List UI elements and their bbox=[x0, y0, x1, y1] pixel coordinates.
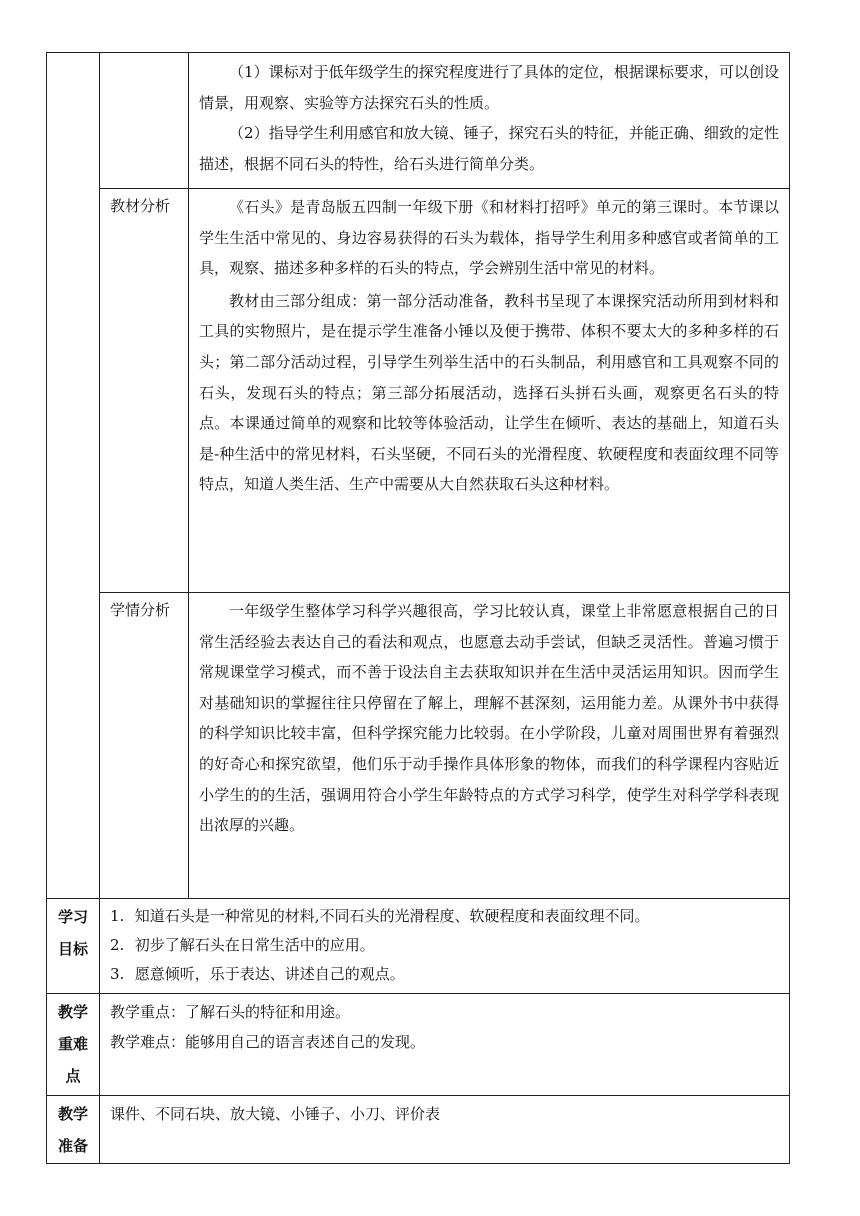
preparation-label-cell bbox=[47, 1096, 100, 1164]
preparation-content bbox=[100, 1096, 790, 1164]
teaching-difficult-point: 教学难点：能够用自己的语言表述自己的发现。 bbox=[110, 1033, 426, 1051]
textbook-analysis-label-cell bbox=[100, 189, 189, 593]
preparation-label-line-1: 教学 bbox=[57, 1105, 88, 1123]
key-points-content bbox=[100, 994, 790, 1096]
preparation-label-line-2: 准备 bbox=[57, 1137, 88, 1155]
key-points-label-line-3: 点 bbox=[65, 1067, 81, 1085]
learning-goals-content bbox=[100, 899, 790, 994]
learning-goal-item-1 bbox=[110, 902, 779, 931]
student-analysis-paragraph-1: 一年级学生整体学习科学兴趣很高，学习比较认真，课堂上非常愿意根据自己的日常生活经验去表达自己的看法和观点，也愿意去动手尝试，但缺乏灵活性。普遍习惯于常规课堂学习模式，而不善于设法自主去获取知识并在生活中灵活运用知识。因而学生对基础知识的掌握往往只停留在了解上，理解不甚深刻，运用能力差。从课外书中获得的科学知识比较丰富，但科学探究能力比较弱。在小学阶段，儿童对周围世界有着强烈的好奇心和探究欲望，他们乐于动手操作具体形象的物体，而我们的科学课程内容贴近小学生的的生活，强调用符合小学生年龄特点的方式学习科学，使学生对科学学科表现出浓厚的兴趣。 bbox=[199, 602, 779, 835]
row-curriculum bbox=[47, 53, 790, 189]
lesson-plan-table-wrapper bbox=[46, 52, 790, 1164]
learning-goal-num-2: 2. bbox=[110, 936, 125, 954]
key-points-label-line-2: 重难 bbox=[57, 1035, 88, 1053]
textbook-analysis-paragraph-1: 《石头》是青岛版五四制一年级下册《和材料打招呼》单元的第三课时。本节课以学生生活中常见的、身边容易获得的石头为载体，指导学生利用多种感官或者简单的工具，观察、描述多种多样的石头的特点，学会辨别生活中常见的材料。 bbox=[199, 198, 779, 278]
lesson-plan-table bbox=[46, 52, 790, 1164]
learning-goals-label-line-2: 目标 bbox=[57, 940, 88, 958]
row-key-points bbox=[47, 994, 790, 1096]
learning-goals-list bbox=[100, 899, 789, 993]
learning-goal-text-3: 愿意倾听，乐于表达、讲述自己的观点。 bbox=[134, 965, 405, 983]
row-learning-goals bbox=[47, 899, 790, 994]
curriculum-paragraph-1: （1）课标对于低年级学生的探究程度进行了具体的定位，根据课标要求，可以创设情景，用观察、实验等方法探究石头的性质。 bbox=[199, 63, 779, 112]
student-analysis-label: 学情分析 bbox=[110, 601, 171, 619]
textbook-analysis-paragraph-2: 教材由三部分组成：第一部分活动准备，教科书呈现了本课探究活动所用到材料和工具的实物照片，是在提示学生准备小锤以及便于携带、体积不要太大的多种多样的石头；第二部分活动过程，引导学生列举生活中的石头制品，利用感官和工具观察不同的石头，发现石头的特点；第三部分拓展活动，选择石头拼石头画，观察更名石头的特点。本课通过简单的观察和比较等体验活动，让学生在倾听、表达的基础上，知道石头是-种生活中的常见材料，石头坚硬，不同石头的光滑程度、软硬程度和表面纹理不同等特点，知道人类生活、生产中需要从大自然获取石头这种材料。 bbox=[199, 291, 779, 494]
learning-goals-label-line-1: 学习 bbox=[57, 908, 88, 926]
learning-goal-num-3: 3. bbox=[110, 965, 125, 983]
learning-goal-text-1: 知道石头是一种常见的材料,不同石头的光滑程度、软硬程度和表面纹理不同。 bbox=[134, 907, 650, 925]
row-curriculum-content bbox=[189, 53, 790, 189]
row-student-analysis bbox=[47, 593, 790, 899]
row-curriculum-label-cell bbox=[47, 53, 100, 899]
textbook-analysis-label: 教材分析 bbox=[110, 197, 171, 215]
textbook-analysis-content bbox=[189, 189, 790, 593]
row-curriculum-sublabel-cell bbox=[100, 53, 189, 189]
learning-goal-num-1: 1. bbox=[110, 907, 125, 925]
student-analysis-content bbox=[189, 593, 790, 899]
learning-goal-item-3 bbox=[110, 960, 779, 989]
row-textbook-analysis bbox=[47, 189, 790, 593]
learning-goals-label-cell bbox=[47, 899, 100, 994]
curriculum-paragraph-2: （2）指导学生利用感官和放大镜、锤子，探究石头的特征，并能正确、细致的定性描述，根据不同石头的特性，给石头进行简单分类。 bbox=[199, 124, 779, 173]
preparation-materials: 课件、不同石块、放大镜、小锤子、小刀、评价表 bbox=[110, 1105, 441, 1123]
key-points-label-cell bbox=[47, 994, 100, 1096]
row-preparation bbox=[47, 1096, 790, 1164]
key-points-label-line-1: 教学 bbox=[57, 1003, 88, 1021]
learning-goal-item-2 bbox=[110, 931, 779, 960]
teaching-key-point: 教学重点：了解石头的特征和用途。 bbox=[110, 1003, 351, 1021]
learning-goal-text-2: 初步了解石头在日常生活中的应用。 bbox=[134, 936, 375, 954]
student-analysis-label-cell bbox=[100, 593, 189, 899]
